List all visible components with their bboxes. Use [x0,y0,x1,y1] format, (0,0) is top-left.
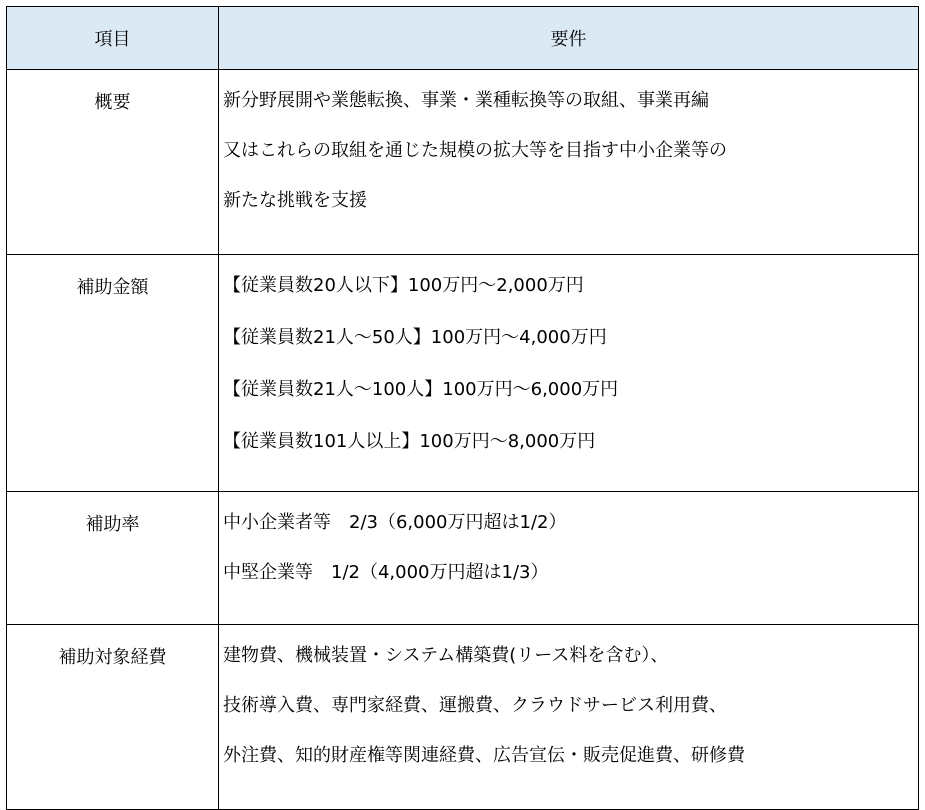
requirement-line: 【従業員数101人以上】100万円～8,000万円 [223,431,596,452]
header-requirement: 要件 [219,7,919,70]
requirement-line: 【従業員数20人以下】100万円～2,000万円 [223,275,584,296]
table-row [7,492,919,625]
requirement-line: 外注費、知的財産権等関連経費、広告宣伝・販売促進費、研修費 [223,745,745,766]
requirements-table [6,6,919,810]
row-requirement-cell [219,492,919,625]
requirement-line: 中堅企業等 1/2（4,000万円超は1/3） [223,562,549,583]
table-row [7,255,919,492]
row-requirement-cell [219,255,919,492]
row-requirement-cell [219,625,919,810]
requirement-line: 【従業員数21人～100人】100万円～6,000万円 [223,379,619,400]
requirement-line: 【従業員数21人～50人】100万円～4,000万円 [223,327,607,348]
header-item: 項目 [7,7,219,70]
row-item-label: 補助対象経費 [7,625,219,810]
table-row [7,70,919,255]
requirement-line: 中小企業者等 2/3（6,000万円超は1/2） [223,512,567,533]
row-item-label: 概要 [7,70,219,255]
table-header-row [7,7,919,70]
table-row [7,625,919,810]
row-item-label: 補助金額 [7,255,219,492]
requirement-line: 又はこれらの取組を通じた規模の拡大等を目指す中小企業等の [223,140,727,161]
row-requirement-cell [219,70,919,255]
requirement-line: 建物費、機械装置・システム構築費(リース料を含む）、 [223,645,669,666]
requirement-line: 技術導入費、専門家経費、運搬費、クラウドサービス利用費、 [223,695,727,716]
requirement-line: 新たな挑戦を支援 [223,190,367,211]
row-item-label: 補助率 [7,492,219,625]
requirement-line: 新分野展開や業態転換、事業・業種転換等の取組、事業再編 [223,90,709,111]
